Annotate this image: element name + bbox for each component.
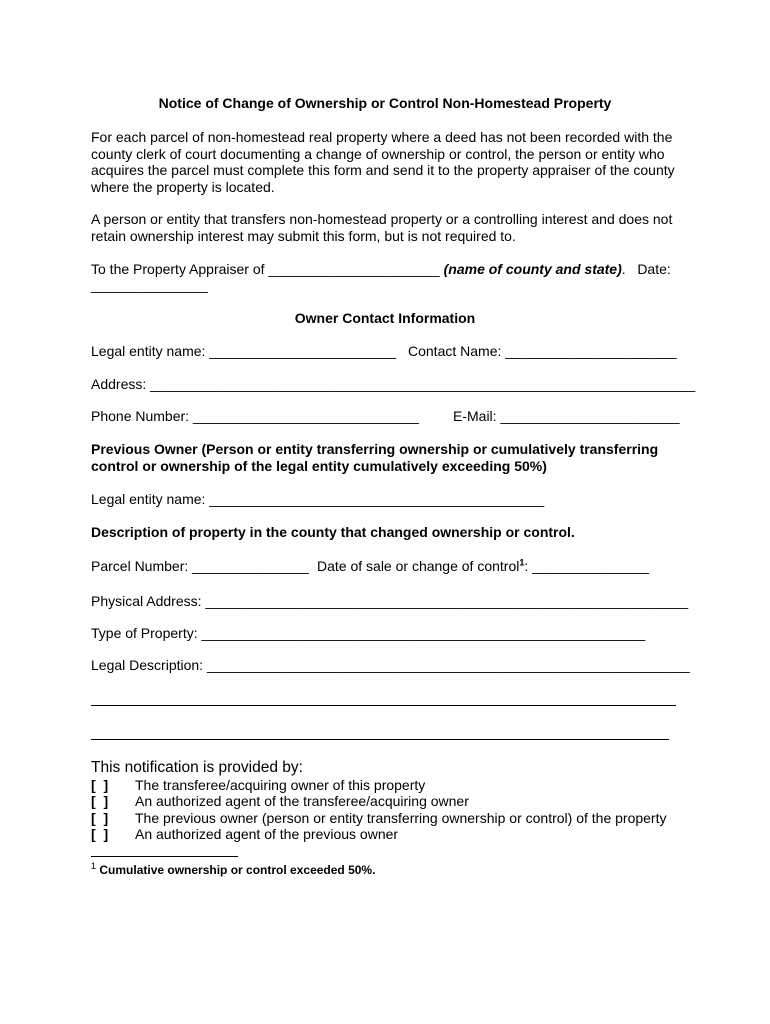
footnote-divider	[91, 856, 238, 857]
option-label: An authorized agent of the previous owner	[135, 826, 399, 842]
email-field[interactable]: E-Mail: _______________________	[453, 408, 680, 424]
date-label: . Date:	[621, 261, 671, 277]
owner-legal-entity-field[interactable]: Legal entity name: ________________________	[91, 343, 397, 359]
previous-owner-legal-entity-field[interactable]: Legal entity name: ___________________________________________	[91, 491, 545, 507]
property-heading: Description of property in the county that changed ownership or control.	[91, 524, 575, 540]
physical-address-field[interactable]: Physical Address: ______________________________________________________________	[91, 593, 689, 609]
date-field[interactable]: _______________	[91, 277, 208, 293]
checkbox[interactable]: [ ]	[91, 810, 109, 826]
date-of-sale-field[interactable]	[317, 558, 649, 574]
footnote	[91, 862, 375, 878]
intro-paragraph-2: A person or entity that transfers non-homestead property or a controlling interest and does not retain ownership interest may submit this form, but is not required to.	[91, 211, 673, 244]
previous-owner-heading: Previous Owner (Person or entity transferring ownership or cumulatively transferring control or ownership of the legal entity cumulatively exceeding 50%)	[91, 441, 659, 474]
type-of-property-field[interactable]: Type of Property: _________________________________________________________	[91, 625, 646, 641]
legal-description-field[interactable]: Legal Description: ______________________________________________________________	[91, 657, 690, 673]
date-of-sale-blank: : _______________	[524, 558, 649, 574]
date-of-sale-label: Date of sale or change of control	[317, 558, 520, 574]
option-label: An authorized agent of the transferee/acquiring owner	[135, 793, 469, 809]
option-label: The previous owner (person or entity transferring ownership or control) of the property	[135, 810, 667, 826]
notification-option[interactable]	[91, 793, 469, 809]
notification-option[interactable]	[91, 777, 425, 793]
notification-heading: This notification is provided by:	[91, 759, 303, 776]
legal-description-line-2[interactable]	[91, 705, 676, 706]
county-hint: (name of county and state)	[443, 261, 622, 277]
checkbox[interactable]: [ ]	[91, 777, 109, 793]
checkbox[interactable]: [ ]	[91, 826, 109, 842]
notification-option[interactable]	[91, 826, 398, 842]
footnote-marker: 1	[91, 861, 97, 871]
appraiser-line	[91, 261, 671, 277]
notification-option[interactable]	[91, 810, 666, 826]
option-label: The transferee/acquiring owner of this property	[135, 777, 426, 793]
parcel-number-field[interactable]: Parcel Number: _______________	[91, 558, 309, 574]
footnote-ref: 1	[519, 557, 525, 568]
intro-paragraph-1: For each parcel of non-homestead real property where a deed has not been recorded with the county clerk of court documenting a change of ownership or control, the person or entity who acquires the parcel must complete this form and send it to the property appraiser of the county where the property is located.	[91, 129, 675, 195]
owner-contact-heading: Owner Contact Information	[294, 310, 476, 326]
phone-field[interactable]: Phone Number: _____________________________	[91, 408, 419, 424]
address-field[interactable]: Address: ______________________________________________________________________	[91, 376, 696, 392]
legal-description-line-3[interactable]	[91, 739, 669, 740]
contact-name-field[interactable]: Contact Name: ______________________	[408, 343, 677, 359]
appraiser-prefix: To the Property Appraiser of ______________________	[91, 261, 444, 277]
checkbox[interactable]: [ ]	[91, 793, 109, 809]
footnote-text: Cumulative ownership or control exceeded 50%.	[99, 863, 376, 877]
page-title: Notice of Change of Ownership or Control Non-Homestead Property	[158, 95, 612, 111]
